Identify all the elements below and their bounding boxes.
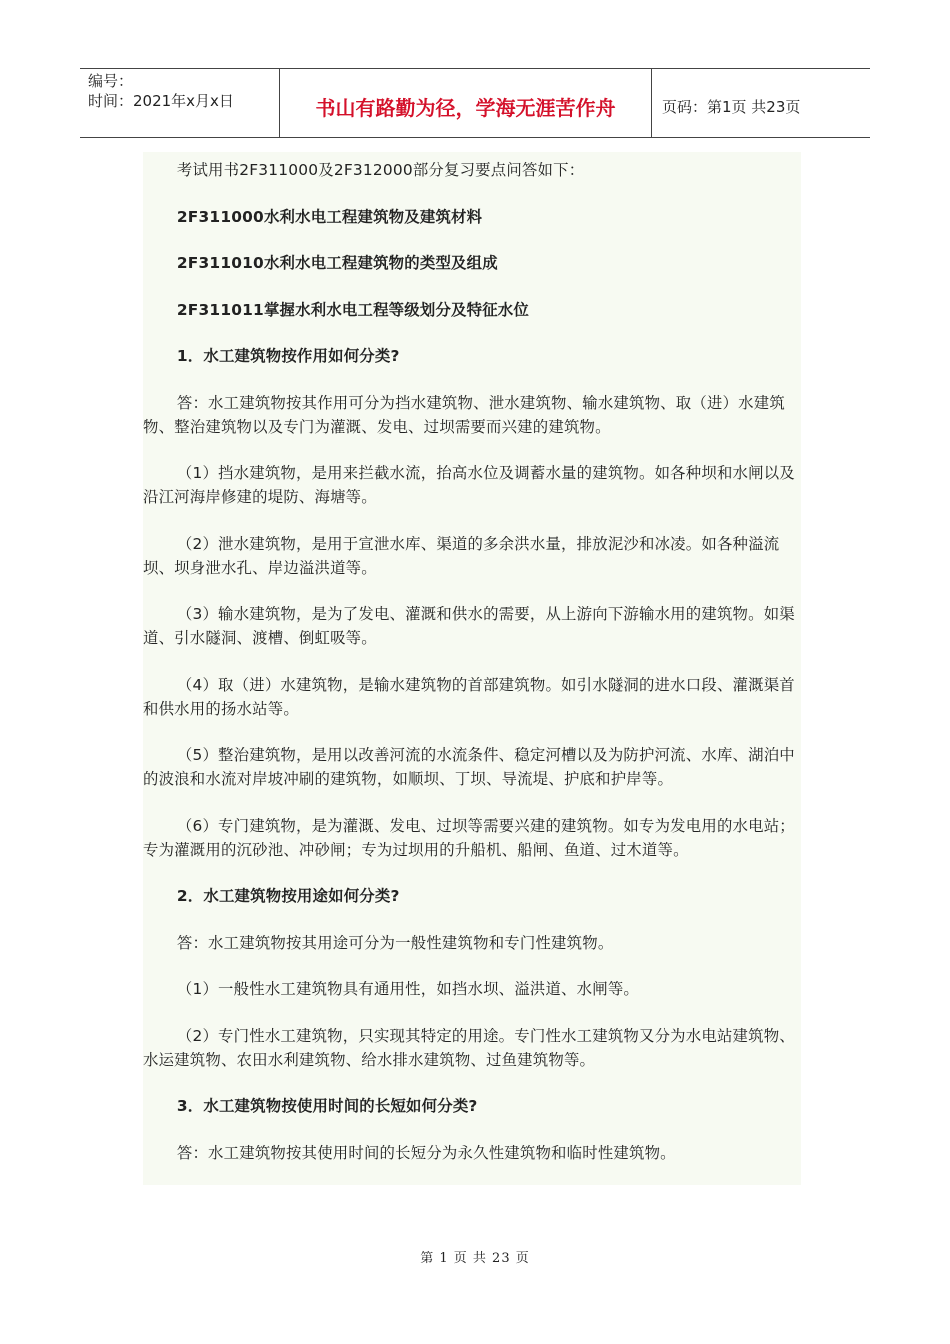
body-paragraph: （4）取（进）水建筑物，是输水建筑物的首部建筑物。如引水隧洞的进水口段、灌溉渠首和供水用的扬水站等。: [143, 675, 795, 718]
body-paragraph: （2）专门性水工建筑物，只实现其特定的用途。专门性水工建筑物又分为水电站建筑物、水运建筑物、农田水利建筑物、给水排水建筑物、过鱼建筑物等。: [143, 1026, 795, 1069]
body-paragraph: （5）整治建筑物，是用以改善河流的水流条件、稳定河槽以及为防护河流、水库、湖泊中的波浪和水流对岸坡冲刷的建筑物，如顺坝、丁坝、导流堤、护底和护岸等。: [143, 746, 795, 788]
body-paragraph: 答：水工建筑物按其作用可分为挡水建筑物、泄水建筑物、输水建筑物、取（进）水建筑物、整治建筑物以及专门为灌溉、发电、过坝需要而兴建的建筑物。: [143, 393, 785, 436]
section-heading: 2．水工建筑物按用途如何分类?: [176, 887, 400, 905]
body-paragraph: （6）专门建筑物，是为灌溉、发电、过坝等需要兴建的建筑物。如专为发电用的水电站；专为灌溉用的沉砂池、冲砂闸；专为过坝用的升船机、船闸、鱼道、过木道等。: [143, 816, 795, 859]
section-heading: 2F311000水利水电工程建筑物及建筑材料: [176, 207, 483, 226]
body-paragraph: 答：水工建筑物按其使用时间的长短分为永久性建筑物和临时性建筑物。: [176, 1143, 676, 1162]
section-heading: 2F311011掌握水利水电工程等级划分及特征水位: [176, 300, 529, 319]
body-paragraph: （2）泄水建筑物，是用于宣泄水库、渠道的多余洪水量，排放泥沙和冰凌。如各种溢流坝、坝身泄水孔、岸边溢洪道等。: [143, 534, 780, 577]
document-number-label: 编号：: [88, 72, 134, 90]
section-heading: 3．水工建筑物按使用时间的长短如何分类?: [176, 1097, 478, 1115]
body-paragraph: （1）一般性水工建筑物具有通用性，如挡水坝、溢洪道、水闸等。: [176, 980, 639, 998]
body-paragraph: （1）挡水建筑物，是用来拦截水流，抬高水位及调蓄水量的建筑物。如各种坝和水闸以及沿江河海岸修建的堤防、海塘等。: [143, 464, 795, 506]
document-body: [143, 152, 801, 1185]
body-paragraph: 考试用书2F311000及2F312000部分复习要点问答如下：: [176, 161, 585, 179]
section-heading: 2F311010水利水电工程建筑物的类型及组成: [176, 254, 498, 272]
page-footer: 第 1 页 共 23 页: [420, 1251, 530, 1266]
document-date-label: 时间：2021年x月x日: [88, 92, 234, 110]
header-page-number: 页码：第1页 共23页: [662, 97, 801, 116]
header-motto: 书山有路勤为径，学海无涯苦作舟: [280, 69, 652, 137]
body-paragraph: 答：水工建筑物按其用途可分为一般性建筑物和专门性建筑物。: [176, 933, 614, 952]
section-heading: 1．水工建筑物按作用如何分类?: [176, 347, 400, 365]
header-meta: [80, 69, 280, 137]
body-paragraph: （3）输水建筑物，是为了发电、灌溉和供水的需要，从上游向下游输水用的建筑物。如渠道、引水隧洞、渡槽、倒虹吸等。: [143, 605, 795, 647]
page-header: [80, 68, 870, 138]
